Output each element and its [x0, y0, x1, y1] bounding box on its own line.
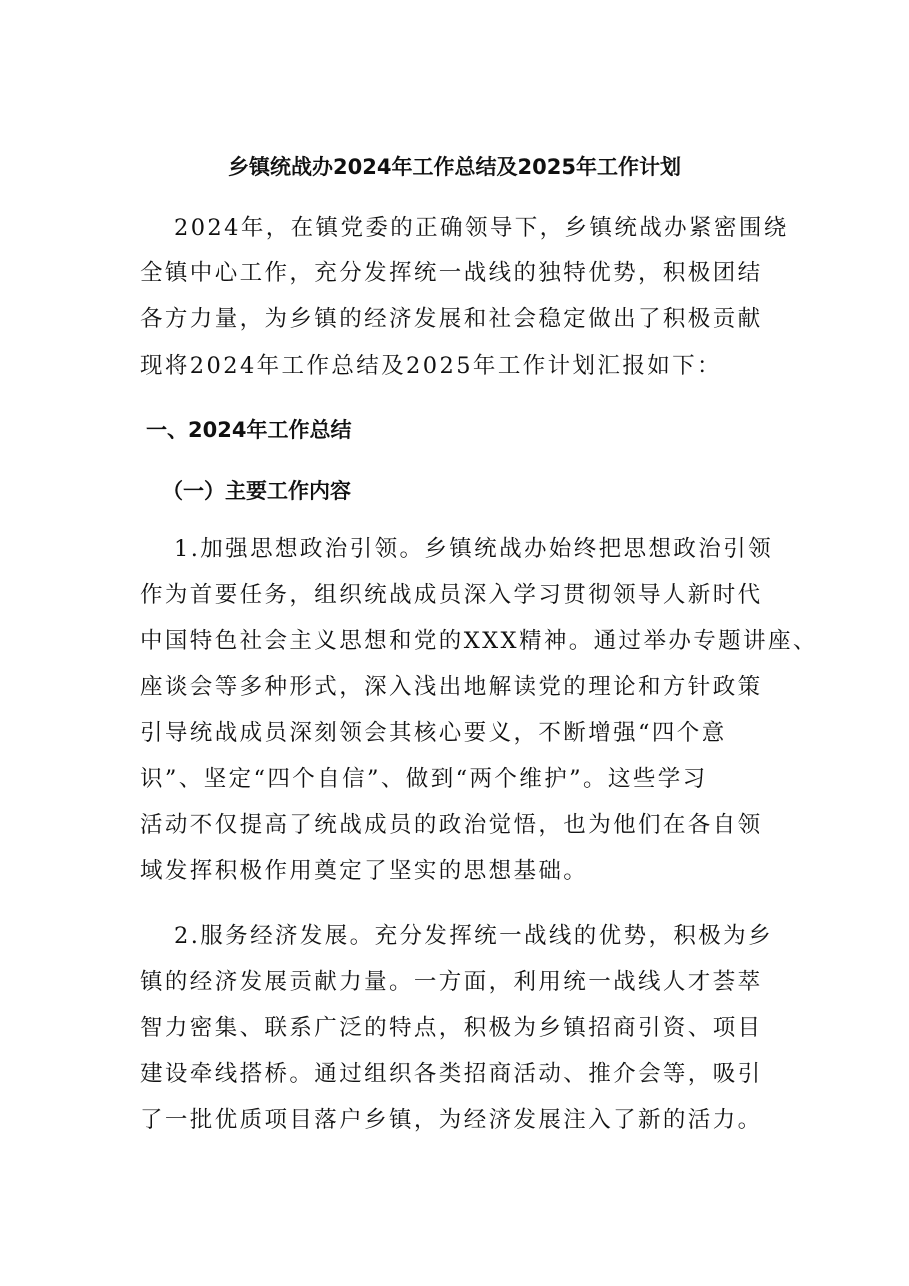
intro-line: 现将2024年工作总结及2025年工作计划汇报如下：: [140, 353, 722, 379]
section-heading: 一、2024年工作总结: [146, 418, 352, 442]
item1-line: 引导统战成员深刻领会其核心要义，不断增强“四个意: [140, 720, 727, 746]
item1-line: 座谈会等多种形式，深入浅出地解读党的理论和方针政策: [140, 674, 763, 700]
intro-line: 2024年，在镇党委的正确领导下，乡镇统战办紧密围绕: [174, 215, 789, 241]
item1-line: 作为首要任务，组织统战成员深入学习贯彻领导人新时代: [140, 582, 763, 608]
item1-line: 域发挥积极作用奠定了坚实的思想基础。: [140, 858, 589, 884]
item2-line: 2.服务经济发展。充分发挥统一战线的优势，积极为乡: [174, 923, 773, 949]
intro-line: 各方力量，为乡镇的经济发展和社会稳定做出了积极贡献: [140, 306, 763, 332]
document-title: 乡镇统战办2024年工作总结及2025年工作计划: [228, 155, 681, 179]
item1-line: 1.加强思想政治引领。乡镇统战办始终把思想政治引领: [174, 536, 773, 562]
item1-line: 中国特色社会主义思想和党的XXX精神。通过举办专题讲座、: [140, 628, 818, 654]
item2-line: 智力密集、联系广泛的特点，积极为乡镇招商引资、项目: [140, 1015, 763, 1041]
intro-line: 全镇中心工作，充分发挥统一战线的独特优势，积极团结: [140, 260, 763, 286]
item2-line: 建设牵线搭桥。通过组织各类招商活动、推介会等，吸引: [140, 1061, 763, 1087]
item1-line: 活动不仅提高了统战成员的政治觉悟，也为他们在各自领: [140, 812, 763, 838]
item2-line: 了一批优质项目落户乡镇，为经济发展注入了新的活力。: [140, 1107, 763, 1133]
subsection-heading: （一）主要工作内容: [162, 479, 351, 503]
item1-line: 识”、坚定“四个自信”、做到“两个维护”。这些学习: [140, 766, 708, 792]
item2-line: 镇的经济发展贡献力量。一方面，利用统一战线人才荟萃: [140, 969, 763, 995]
